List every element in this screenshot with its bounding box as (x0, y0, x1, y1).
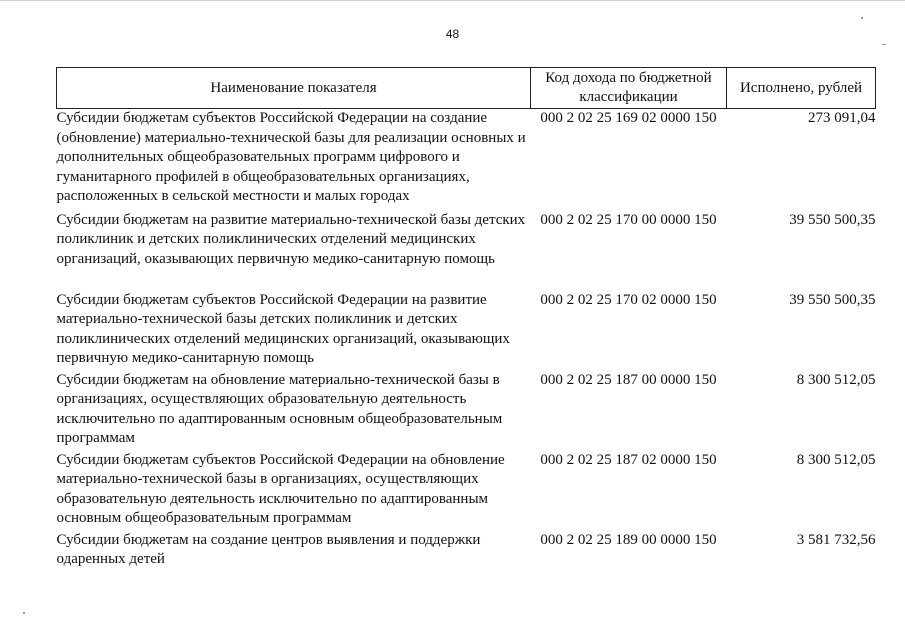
top-edge-line (0, 0, 905, 1)
row-income-code: 000 2 02 25 170 02 0000 150 (540, 291, 717, 308)
scan-speck (882, 44, 886, 45)
row-indicator-name: Субсидии бюджетам субъектов Российской Федерации на развитие материально-технической базы детских поликлиник и детских поликлинических отделений медицинских организаций, оказывающих первичную медико-санитарную помощь (56, 291, 510, 366)
row-indicator-name: Субсидии бюджетам на развитие материально-технической базы детских поликлиник и детских поликлинических отделений медицинских организаций, оказывающих первичную медико-санитарную помощь (56, 211, 526, 267)
scan-speck (861, 17, 863, 19)
table-row (57, 531, 876, 575)
row-executed-amount: 3 581 732,56 (796, 531, 876, 548)
row-indicator-name: Субсидии бюджетам субъектов Российской Федерации на создание (обновление) материально-технической базы для реализации основных и дополнительных общеобразовательных программ цифрового и гуманитарного профилей в общеобразовательных организациях, расположенных в сельской местности и малых городах (56, 110, 526, 204)
row-executed-amount: 273 091,04 (808, 110, 876, 126)
row-income-code: 000 2 02 25 169 02 0000 150 (540, 110, 717, 126)
table-row (57, 109, 876, 211)
header-income-code: Код дохода по бюджетной классификации (531, 68, 727, 109)
row-indicator-name: Субсидии бюджетам на создание центров выявления и поддержки одаренных детей (56, 531, 481, 567)
table-row (57, 211, 876, 291)
budget-income-table (56, 67, 876, 575)
row-income-code: 000 2 02 25 187 00 0000 150 (540, 371, 717, 388)
scan-speck (23, 612, 25, 614)
page-number: 48 (445, 27, 460, 41)
row-income-code: 000 2 02 25 187 02 0000 150 (540, 451, 717, 468)
table-header-row (57, 68, 876, 109)
header-indicator-name: Наименование показателя (57, 68, 531, 109)
table-row (57, 291, 876, 371)
row-executed-amount: 8 300 512,05 (796, 451, 876, 468)
row-executed-amount: 8 300 512,05 (796, 371, 876, 388)
row-executed-amount: 39 550 500,35 (789, 291, 876, 308)
row-income-code: 000 2 02 25 189 00 0000 150 (540, 531, 717, 548)
row-income-code: 000 2 02 25 170 00 0000 150 (540, 211, 717, 228)
table-row (57, 451, 876, 531)
row-indicator-name: Субсидии бюджетам на обновление материально-технической базы в организациях, осуществляющих образовательную деятельность исключительно по адаптированным основным общеобразовательным программам (56, 371, 503, 446)
table-row (57, 371, 876, 451)
row-executed-amount: 39 550 500,35 (789, 211, 876, 228)
row-indicator-name: Субсидии бюджетам субъектов Российской Федерации на обновление материально-технической базы в организациях, осуществляющих образовательную деятельность исключительно по адаптированным основным общеобразовательным программам (56, 451, 505, 526)
header-executed-amount: Исполнено, рублей (727, 68, 876, 109)
